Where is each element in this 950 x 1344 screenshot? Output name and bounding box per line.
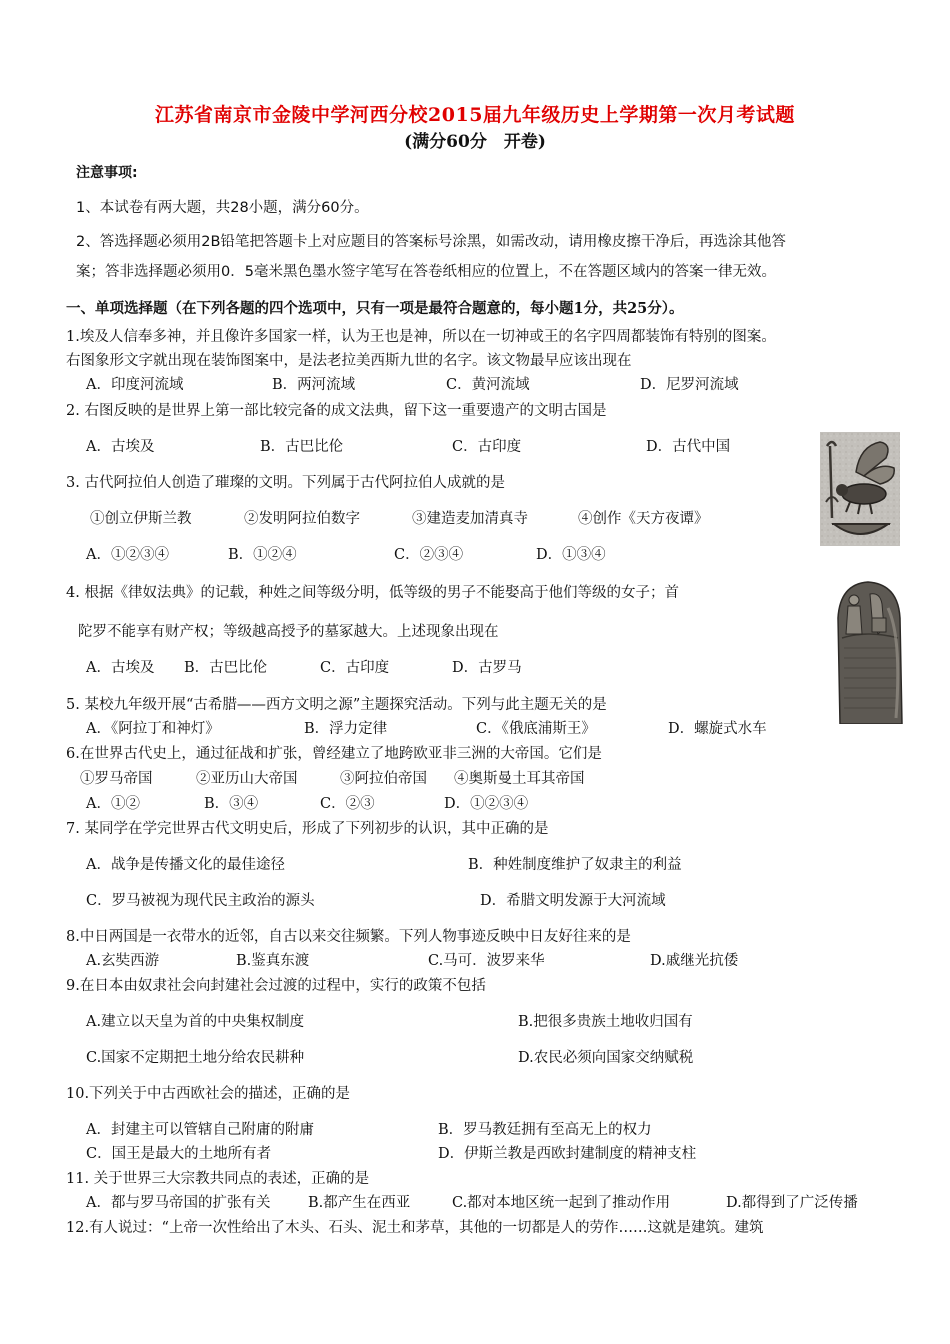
q9-option-b: B.把很多贵族土地收归国有	[518, 1014, 693, 1030]
q11-option-b: B.都产生在西亚	[308, 1195, 411, 1211]
q6-option-a: A．①②	[86, 796, 140, 812]
question-7: 7. 某同学在学完世界古代文明史后，形成了下列初步的认识，其中正确的是	[66, 821, 549, 837]
q11-option-a: A．都与罗马帝国的扩张有关	[86, 1195, 271, 1211]
notes-item-2a: 2、答选择题必须用2B铅笔把答题卡上对应题目的答案标号涂黑，如需改动，请用橡皮擦干净后，再选涂其他答	[76, 234, 786, 250]
q8-option-a: A.玄奘西游	[86, 953, 160, 969]
q5-option-c: C．《俄底浦斯王》	[476, 721, 596, 737]
notes-heading: 注意事项:	[76, 165, 138, 181]
q4-option-c: C．古印度	[320, 660, 390, 676]
question-8: 8.中日两国是一衣带水的近邻，自古以来交往频繁。下列人物事迹反映中日友好往来的是	[66, 929, 631, 945]
q4-option-b: B．古巴比伦	[184, 660, 268, 676]
q7-option-d: D．希腊文明发源于大河流域	[480, 893, 666, 909]
question-11: 11. 关于世界三大宗教共同点的表述，正确的是	[66, 1171, 370, 1187]
question-1-line-a: 1.埃及人信奉多神，并且像许多国家一样，认为王也是神，所以在一切神或王的名字四周都装饰有特别的图案。	[66, 329, 776, 345]
q9-option-a: A.建立以天皇为首的中央集权制度	[86, 1014, 305, 1030]
question-4-line-a: 4. 根据《律奴法典》的记载，种姓之间等级分明，低等级的男子不能娶高于他们等级的女子；首	[66, 585, 679, 601]
q1-option-b: B．两河流域	[272, 377, 356, 393]
q6-statement-3: ③阿拉伯帝国	[340, 771, 427, 787]
question-3: 3. 古代阿拉伯人创造了璀璨的文明。下列属于古代阿拉伯人成就的是	[66, 475, 505, 491]
q1-option-d: D．尼罗河流域	[640, 377, 739, 393]
q6-statement-4: ④奥斯曼土耳其帝国	[454, 771, 585, 787]
q10-option-c: C．国王是最大的土地所有者	[86, 1146, 272, 1162]
q5-option-a: A．《阿拉丁和神灯》	[86, 721, 220, 737]
q3-option-c: C．②③④	[394, 547, 464, 563]
q6-option-b: B．③④	[204, 796, 259, 812]
q11-option-d: D.都得到了广泛传播	[726, 1195, 858, 1211]
q2-option-c: C．古印度	[452, 439, 522, 455]
question-4-line-b: 陀罗不能享有财产权；等级越高授予的墓冢越大。上述现象出现在	[78, 624, 499, 640]
q6-option-d: D．①②③④	[444, 796, 529, 812]
question-10: 10.下列关于中古西欧社会的描述，正确的是	[66, 1086, 351, 1102]
section-1-heading: 一、单项选择题（在下列各题的四个选项中，只有一项是最符合题意的，每小题1分，共25分）。	[66, 300, 684, 317]
hammurabi-stele-image	[820, 578, 916, 724]
q11-option-c: C.都对本地区统一起到了推动作用	[452, 1195, 671, 1211]
q3-option-a: A．①②③④	[86, 547, 169, 563]
q8-option-c: C.马可．波罗来华	[428, 953, 545, 969]
q3-statement-2: ②发明阿拉伯数字	[244, 511, 360, 527]
q10-option-b: B．罗马教廷拥有至高无上的权力	[438, 1122, 652, 1138]
q2-option-d: D．古代中国	[646, 439, 731, 455]
q1-option-c: C．黄河流域	[446, 377, 530, 393]
q7-option-a: A．战争是传播文化的最佳途径	[86, 857, 285, 873]
q8-option-d: D.戚继光抗倭	[650, 953, 739, 969]
q4-option-a: A．古埃及	[86, 660, 155, 676]
q4-option-d: D．古罗马	[452, 660, 522, 676]
question-9: 9.在日本由奴隶社会向封建社会过渡的过程中，实行的政策不包括	[66, 978, 486, 994]
q3-statement-4: ④创作《天方夜谭》	[578, 511, 709, 527]
question-12: 12.有人说过：“上帝一次性给出了木头、石头、泥土和茅草，其他的一切都是人的劳作……这就是建筑。建筑	[66, 1220, 764, 1236]
question-2: 2. 右图反映的是世界上第一部比较完备的成文法典，留下这一重要遗产的文明古国是	[66, 403, 607, 419]
exam-subtitle: (满分60分 开卷)	[404, 132, 546, 152]
q1-option-a: A．印度河流域	[86, 377, 184, 393]
q7-option-c: C．罗马被视为现代民主政治的源头	[86, 893, 315, 909]
q7-option-b: B．种姓制度维护了奴隶主的利益	[468, 857, 682, 873]
q6-option-c: C．②③	[320, 796, 375, 812]
q3-statement-3: ③建造麦加清真寺	[412, 511, 528, 527]
q3-statement-1: ①创立伊斯兰教	[90, 511, 192, 527]
q10-option-d: D．伊斯兰教是西欧封建制度的精神支柱	[438, 1146, 697, 1162]
exam-title: 江苏省南京市金陵中学河西分校2015届九年级历史上学期第一次月考试题	[155, 104, 795, 126]
notes-item-1: 1、本试卷有两大题，共28小题，满分60分。	[76, 200, 369, 216]
hieroglyph-relief-image	[820, 432, 900, 546]
question-5: 5. 某校九年级开展“古希腊——西方文明之源”主题探究活动。下列与此主题无关的是	[66, 697, 607, 713]
q10-option-a: A．封建主可以管辖自己附庸的附庸	[86, 1122, 314, 1138]
q5-option-b: B．浮力定律	[304, 721, 388, 737]
question-1-line-b: 右图象形文字就出现在装饰图案中，是法老拉美西斯九世的名字。该文物最早应该出现在	[66, 353, 632, 369]
question-6: 6.在世界古代史上，通过征战和扩张，曾经建立了地跨欧亚非三洲的大帝国。它们是	[66, 746, 602, 762]
q5-option-d: D．螺旋式水车	[668, 721, 767, 737]
notes-item-2b: 案；答非选择题必须用0．5毫米黑色墨水签字笔写在答卷纸相应的位置上，不在答题区域内的答案一律无效。	[76, 264, 776, 280]
q6-statement-2: ②亚历山大帝国	[196, 771, 298, 787]
q3-option-d: D．①③④	[536, 547, 606, 563]
q2-option-b: B．古巴比伦	[260, 439, 344, 455]
q2-option-a: A．古埃及	[86, 439, 155, 455]
q6-statement-1: ①罗马帝国	[80, 771, 153, 787]
q9-option-d: D.农民必须向国家交纳赋税	[518, 1050, 694, 1066]
notes-box	[66, 156, 894, 280]
q8-option-b: B.鉴真东渡	[236, 953, 310, 969]
q3-option-b: B．①②④	[228, 547, 297, 563]
q9-option-c: C.国家不定期把土地分给农民耕种	[86, 1050, 305, 1066]
